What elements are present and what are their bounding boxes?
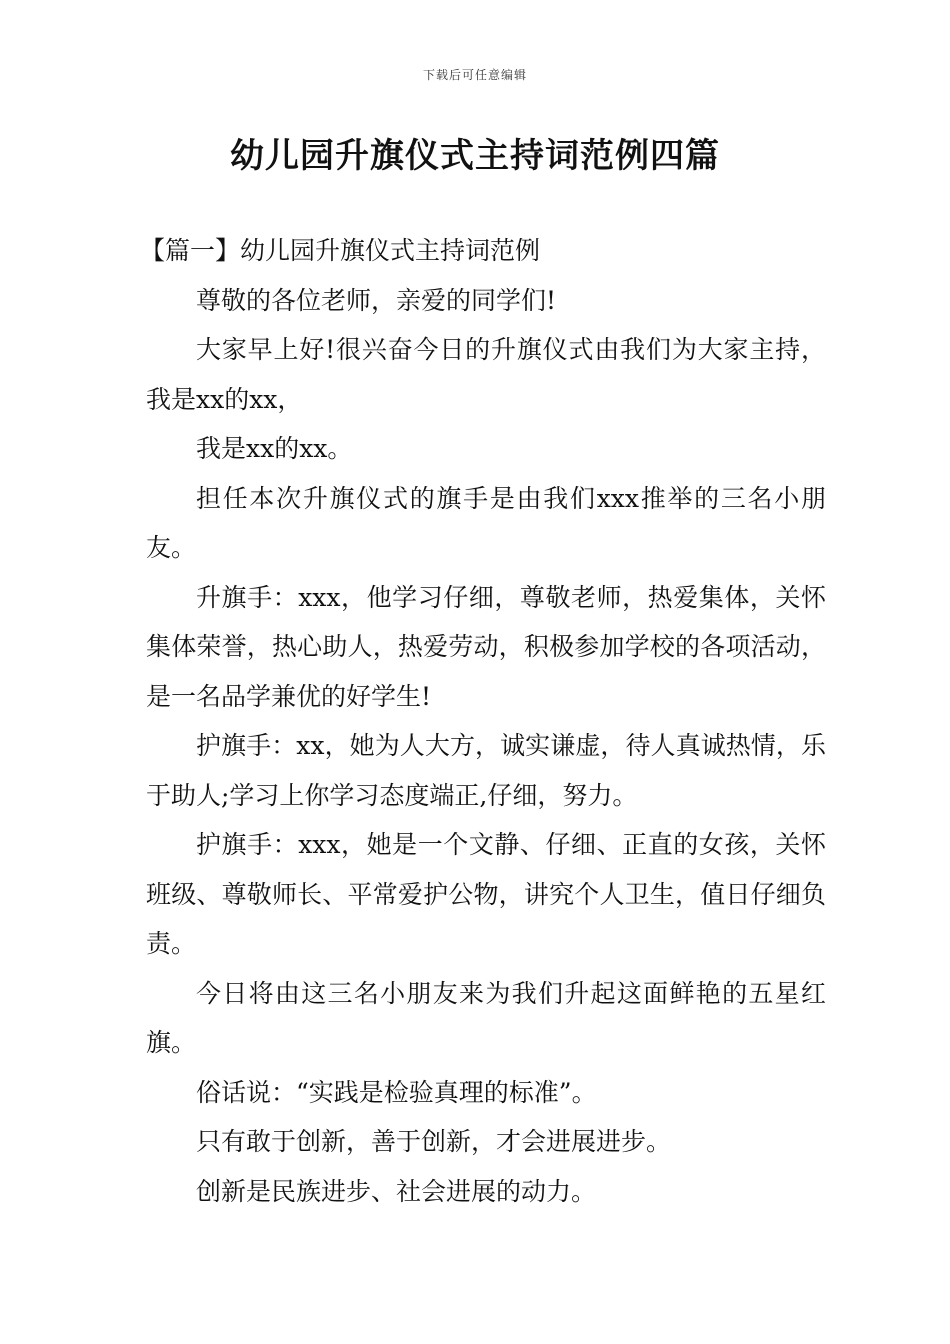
paragraph-flag-raiser: 升旗手：xxx，他学习仔细，尊敬老师，热爱集体，关怀集体荣誉，热心助人，热爱劳动，积极参加学校的各项活动，是一名品学兼优的好学生!: [146, 582, 826, 711]
section-heading: 【篇一】幼儿园升旗仪式主持词范例: [140, 236, 541, 265]
paragraph-innovation-2: 创新是民族进步、社会进展的动力。: [196, 1176, 597, 1206]
paragraph-intro-host-1: 大家早上好!很兴奋今日的升旗仪式由我们为大家主持，我是xx的xx，: [146, 335, 826, 414]
paragraph-intro-host-2: 我是xx的xx。: [196, 434, 353, 463]
document-body: [140, 226, 826, 1216]
paragraph-flag-guard-2: 护旗手：xxx，她是一个文静、仔细、正直的女孩，关怀班级、尊敬师长、平常爱护公物，讲究个人卫生，值日仔细负责。: [146, 830, 826, 958]
paragraph-flag-guard-1: 护旗手：xx，她为人大方，诚实谦虚，待人真诚热情，乐于助人;学习上你学习态度端正,仔细，努力。: [146, 731, 826, 810]
paragraph-innovation-1: 只有敢于创新，善于创新，才会进展进步。: [196, 1127, 672, 1156]
paragraph-saying: 俗话说：“实践是检验真理的标准”。: [196, 1077, 597, 1107]
document-title: 幼儿园升旗仪式主持词范例四篇: [230, 136, 720, 176]
paragraph-flag-bearers: 担任本次升旗仪式的旗手是由我们xxx推举的三名小朋友。: [146, 483, 826, 562]
header-note: 下载后可任意编辑: [422, 68, 527, 82]
paragraph-greeting: 尊敬的各位老师，亲爱的同学们!: [196, 285, 557, 315]
paragraph-raise-flag: 今日将由这三名小朋友来为我们升起这面鲜艳的五星红旗。: [146, 978, 826, 1057]
